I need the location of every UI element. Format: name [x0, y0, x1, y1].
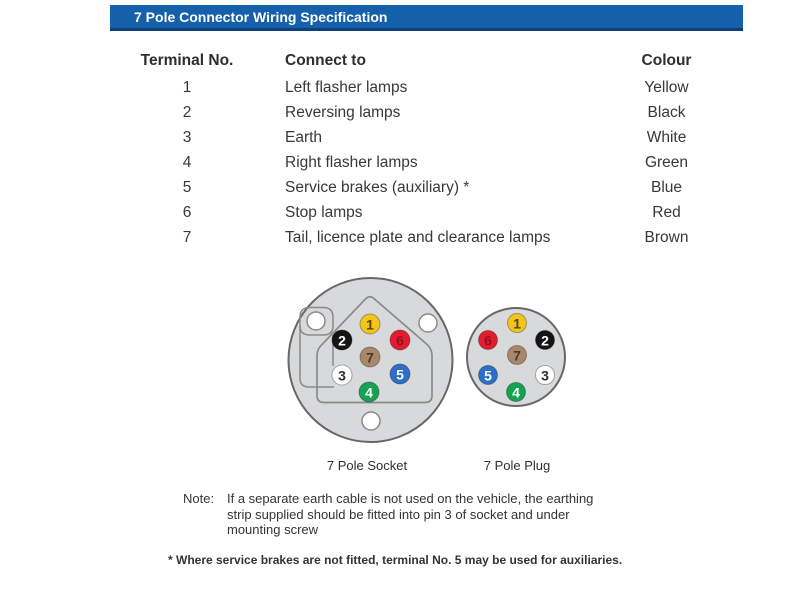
- pin-number: 3: [541, 367, 549, 384]
- table-row: [110, 200, 743, 225]
- socket-diagram: [289, 278, 453, 442]
- connect-to: Earth: [285, 128, 323, 146]
- table-row: [110, 75, 743, 100]
- pin-number: 6: [484, 332, 492, 349]
- page-title: 7 Pole Connector Wiring Specification: [134, 9, 388, 25]
- pin-number: 7: [513, 347, 521, 364]
- colour-value: Brown: [644, 228, 689, 246]
- note-line-2: strip supplied should be fitted into pin 3 of socket and under: [227, 506, 570, 522]
- footnote: * Where service brakes are not fitted, terminal No. 5 may be used for auxiliaries.: [168, 553, 623, 567]
- terminal-number: 3: [182, 128, 192, 146]
- colour-value: Green: [644, 153, 689, 171]
- note-label: Note:: [183, 491, 215, 506]
- table-row: [110, 225, 743, 250]
- socket-pin-4: [359, 382, 379, 402]
- pin-number: 2: [338, 332, 346, 349]
- socket-pin-5: [390, 364, 410, 384]
- plug-pin-1: [508, 314, 527, 333]
- pin-number: 4: [512, 384, 520, 401]
- connect-to: Reversing lamps: [285, 103, 401, 121]
- terminal-number: 7: [182, 228, 192, 246]
- table-row: [110, 100, 743, 125]
- socket-pin-3: [332, 365, 352, 385]
- pin-number: 5: [396, 366, 404, 383]
- table-row: [110, 125, 743, 150]
- mounting-hole-top-left: [307, 312, 325, 330]
- plug-caption: 7 Pole Plug: [483, 458, 551, 473]
- spec-table: [110, 47, 743, 250]
- wiring-diagram: [280, 272, 580, 450]
- plug-pin-3: [536, 366, 555, 385]
- note: [183, 491, 667, 538]
- connect-to: Service brakes (auxiliary) *: [285, 178, 470, 196]
- plug-pin-4: [507, 383, 526, 402]
- pin-number: 7: [366, 349, 374, 366]
- socket-caption: 7 Pole Socket: [326, 458, 408, 473]
- table-row: [110, 175, 743, 200]
- plug-pin-2: [536, 331, 555, 350]
- colour-value: Blue: [650, 178, 683, 196]
- connect-to: Tail, licence plate and clearance lamps: [285, 228, 551, 246]
- column-header-connect: Connect to: [285, 52, 366, 69]
- terminal-number: 5: [182, 178, 192, 196]
- colour-value: Black: [647, 103, 686, 121]
- terminal-number: 4: [182, 153, 192, 171]
- mounting-hole-top-right: [419, 314, 437, 332]
- plug-pin-6: [479, 331, 498, 350]
- plug-diagram: [467, 308, 565, 406]
- note-line-3: mounting screw: [227, 522, 319, 537]
- colour-value: Red: [652, 203, 681, 221]
- note-text: [227, 491, 667, 538]
- table-row: [110, 150, 743, 175]
- pin-number: 5: [484, 367, 492, 384]
- pin-number: 4: [365, 384, 373, 401]
- pin-number: 3: [338, 367, 346, 384]
- colour-value: Yellow: [644, 78, 689, 96]
- plug-pin-7: [508, 346, 527, 365]
- connect-to: Left flasher lamps: [285, 78, 408, 96]
- socket-pin-2: [332, 330, 352, 350]
- column-header-terminal: Terminal No.: [140, 52, 234, 69]
- table-header-row: [110, 47, 743, 75]
- column-header-colour: Colour: [641, 52, 692, 69]
- mounting-hole-bottom: [362, 412, 380, 430]
- pin-number: 2: [541, 332, 549, 349]
- plug-pin-5: [479, 366, 498, 385]
- pin-number: 1: [366, 316, 374, 333]
- socket-pin-6: [390, 330, 410, 350]
- note-line-1: If a separate earth cable is not used on the vehicle, the earthing: [227, 491, 594, 506]
- terminal-number: 6: [182, 203, 192, 221]
- socket-pin-7: [360, 347, 380, 367]
- connect-to: Right flasher lamps: [285, 153, 418, 171]
- pin-number: 6: [396, 332, 404, 349]
- terminal-number: 2: [182, 103, 192, 121]
- connect-to: Stop lamps: [285, 203, 363, 221]
- colour-value: White: [646, 128, 687, 146]
- terminal-number: 1: [182, 78, 192, 96]
- pin-number: 1: [513, 315, 521, 332]
- title-bar: [110, 5, 743, 31]
- socket-pin-1: [360, 314, 380, 334]
